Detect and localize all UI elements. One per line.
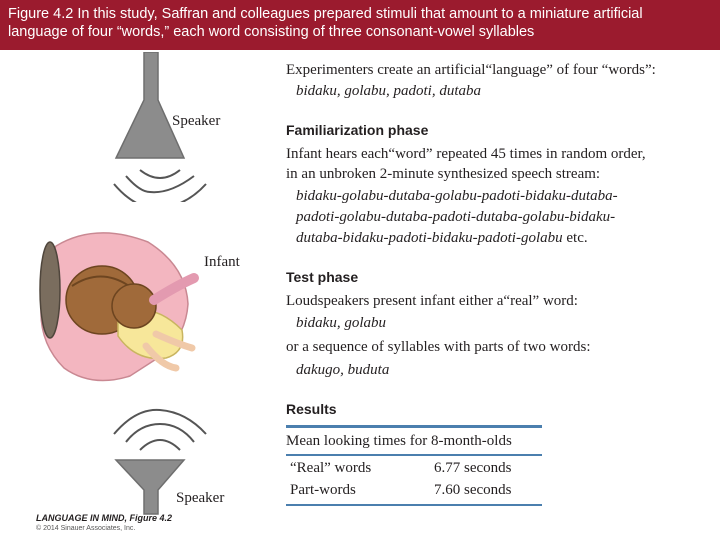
results-table bbox=[286, 457, 542, 501]
familiarization-line-1: Infant hears each“word” repeated 45 times in random order, bbox=[286, 146, 646, 162]
familiarization-heading: Familiarization phase bbox=[286, 122, 429, 138]
speaker-top-label: Speaker bbox=[172, 113, 221, 129]
intro-line: Experimenters create an artificial“language” of four “words”: bbox=[286, 62, 656, 78]
test-heading: Test phase bbox=[286, 269, 359, 285]
test-part-words: dakugo, buduta bbox=[296, 362, 390, 378]
results-header-rule bbox=[286, 454, 542, 456]
infant-label: Infant bbox=[204, 254, 240, 270]
speech-stream-line-3 bbox=[296, 229, 588, 247]
row-label: “Real” words bbox=[290, 460, 372, 476]
speech-stream-etc: etc. bbox=[562, 230, 588, 246]
row-value: 6.77 seconds bbox=[434, 460, 512, 476]
table-row bbox=[286, 479, 542, 501]
copyright-credit: © 2014 Sinauer Associates, Inc. bbox=[36, 525, 136, 532]
test-real-words: bidaku, golabu bbox=[296, 315, 386, 331]
caption-line-1: Figure 4.2 In this study, Saffran and colleagues prepared stimuli that amount to a miniature artificial bbox=[8, 6, 643, 22]
test-line-2: or a sequence of syllables with parts of two words: bbox=[286, 339, 591, 355]
test-line-1: Loudspeakers present infant either a“real” word: bbox=[286, 293, 578, 309]
caption-banner bbox=[0, 0, 720, 50]
infant-illustration bbox=[36, 226, 206, 396]
intro-words: bidaku, golabu, padoti, dutaba bbox=[296, 83, 481, 99]
results-table-title: Mean looking times for 8-month-olds bbox=[286, 433, 512, 449]
results-heading: Results bbox=[286, 401, 337, 417]
row-label: Part-words bbox=[290, 482, 356, 498]
speech-stream-line-1: bidaku-golabu-dutaba-golabu-padoti-bidaku-dutaba- bbox=[296, 188, 618, 204]
results-bottom-rule bbox=[286, 504, 542, 506]
results-top-rule bbox=[286, 425, 542, 428]
caption-line-2: language of four “words,” each word consisting of three consonant-vowel syllables bbox=[8, 24, 535, 40]
table-row bbox=[286, 457, 542, 479]
row-value: 7.60 seconds bbox=[434, 482, 512, 498]
speech-stream-line-2: padoti-golabu-dutaba-padoti-dutaba-golabu-bidaku- bbox=[296, 209, 616, 225]
familiarization-line-2: in an unbroken 2-minute synthesized speech stream: bbox=[286, 166, 601, 182]
speech-stream-words-3: dutaba-bidaku-padoti-bidaku-padoti-golabu bbox=[296, 230, 563, 246]
book-credit: LANGUAGE IN MIND, Figure 4.2 bbox=[36, 513, 173, 523]
speaker-bottom-label: Speaker bbox=[176, 490, 225, 506]
